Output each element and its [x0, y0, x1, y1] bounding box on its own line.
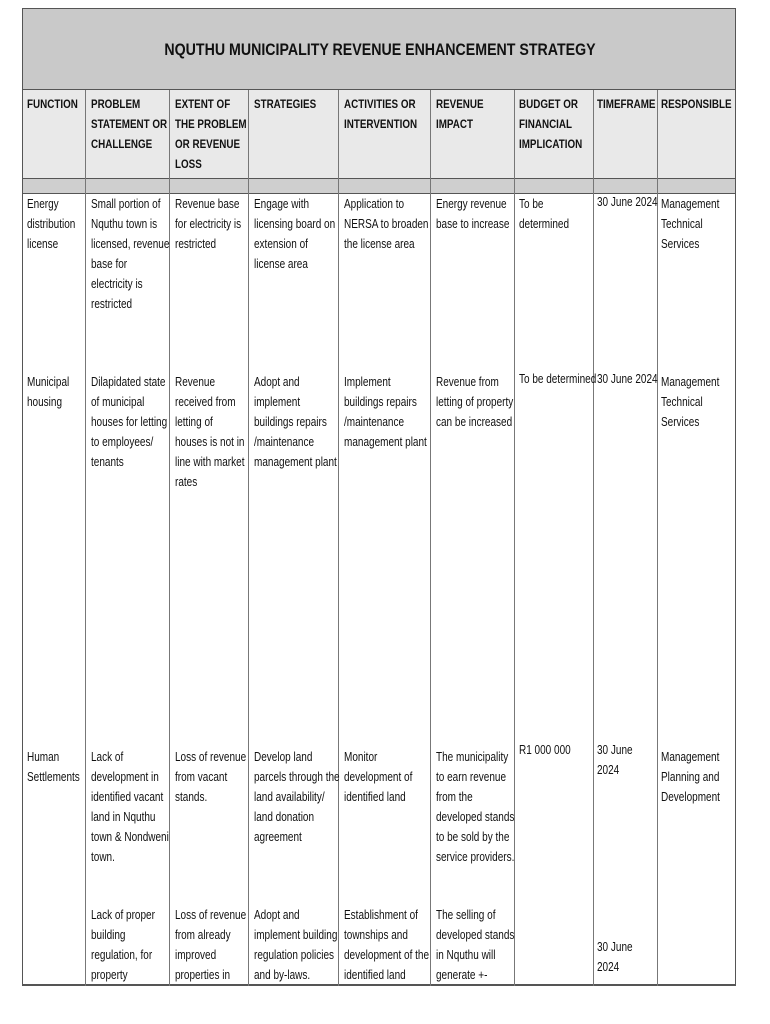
cell-impact: Energy revenue base to increase: [436, 197, 510, 231]
cell-strategies: Develop land parcels through the land availability/ land donation agreement: [254, 750, 340, 844]
header-budget: BUDGET OR FINANCIAL IMPLICATION: [519, 97, 583, 151]
cell-budget: To be determined: [519, 197, 570, 231]
cell-strategies: Adopt and implement buildings repairs /maintenance management plant: [254, 375, 337, 469]
header-activities: ACTIVITIES OR INTERVENTION: [344, 97, 418, 131]
column-divider: [85, 90, 86, 986]
header-function: FUNCTION: [27, 97, 78, 111]
cell-timeframe: 30 June 2024: [597, 940, 633, 974]
cell-responsible: Management Technical Services: [661, 197, 720, 251]
header-timeframe: TIMEFRAME: [597, 97, 656, 111]
cell-impact: The municipality to earn revenue from the developed stands to be sold by the service providers.: [436, 750, 515, 864]
cell-problem: Lack of proper building regulation, for property: [91, 908, 155, 982]
header-responsible: RESPONSIBLE: [661, 97, 732, 111]
cell-responsible: Management Technical Services: [661, 375, 720, 429]
cell-extent: Revenue base for electricity is restricted: [175, 197, 242, 251]
cell-impact: The selling of developed stands in Nquthu will generate +-: [436, 908, 515, 982]
cell-timeframe: 30 June 2024: [597, 372, 658, 386]
cell-problem: Small portion of Nquthu town is licensed, revenue base for electricity is restricted: [91, 197, 170, 311]
cell-activities: Establishment of townships and development of the identified land: [344, 908, 430, 982]
cell-problem: Dilapidated state of municipal houses for letting to employees/ tenants: [91, 375, 168, 469]
cell-activities: Application to NERSA to broaden the license area: [344, 197, 429, 251]
document-title: NQUTHU MUNICIPALITY REVENUE ENHANCEMENT STRATEGY: [164, 41, 596, 59]
header-impact: REVENUE IMPACT: [436, 97, 484, 131]
cell-extent: Loss of revenue from already improved properties in: [175, 908, 247, 982]
cell-activities: Implement buildings repairs /maintenance management plant: [344, 375, 427, 449]
cell-strategies: Adopt and implement building regulation policies and by-laws.: [254, 908, 338, 982]
strategy-document: [22, 8, 736, 986]
cell-extent: Loss of revenue from vacant stands.: [175, 750, 247, 804]
column-divider: [593, 90, 594, 986]
cell-strategies: Engage with licensing board on extension of license area: [254, 197, 336, 271]
cell-impact: Revenue from letting of property can be increased: [436, 375, 514, 429]
header-strategies: STRATEGIES: [254, 97, 317, 111]
cell-timeframe: 30 June 2024: [597, 743, 633, 777]
column-divider: [338, 90, 339, 986]
cell-function: Municipal housing: [27, 375, 70, 409]
cell-activities: Monitor development of identified land: [344, 750, 413, 804]
column-divider: [430, 90, 431, 986]
title-band: [22, 8, 736, 90]
column-divider: [657, 90, 658, 986]
column-divider: [248, 90, 249, 986]
cell-timeframe: 30 June 2024: [597, 195, 658, 209]
cell-responsible: Management Planning and Development: [661, 750, 720, 804]
cell-budget: R1 000 000: [519, 743, 571, 757]
header-problem: PROBLEM STATEMENT OR CHALLENGE: [91, 97, 168, 151]
cell-function: Human Settlements: [27, 750, 80, 784]
cell-function: Energy distribution license: [27, 197, 76, 251]
cell-problem: Lack of development in identified vacant land in Nquthu town & Nondweni town.: [91, 750, 169, 864]
cell-budget: To be determined: [519, 372, 597, 386]
header-extent: EXTENT OF THE PROBLEM OR REVENUE LOSS: [175, 97, 247, 171]
cell-extent: Revenue received from letting of houses is not in line with market rates: [175, 375, 245, 489]
